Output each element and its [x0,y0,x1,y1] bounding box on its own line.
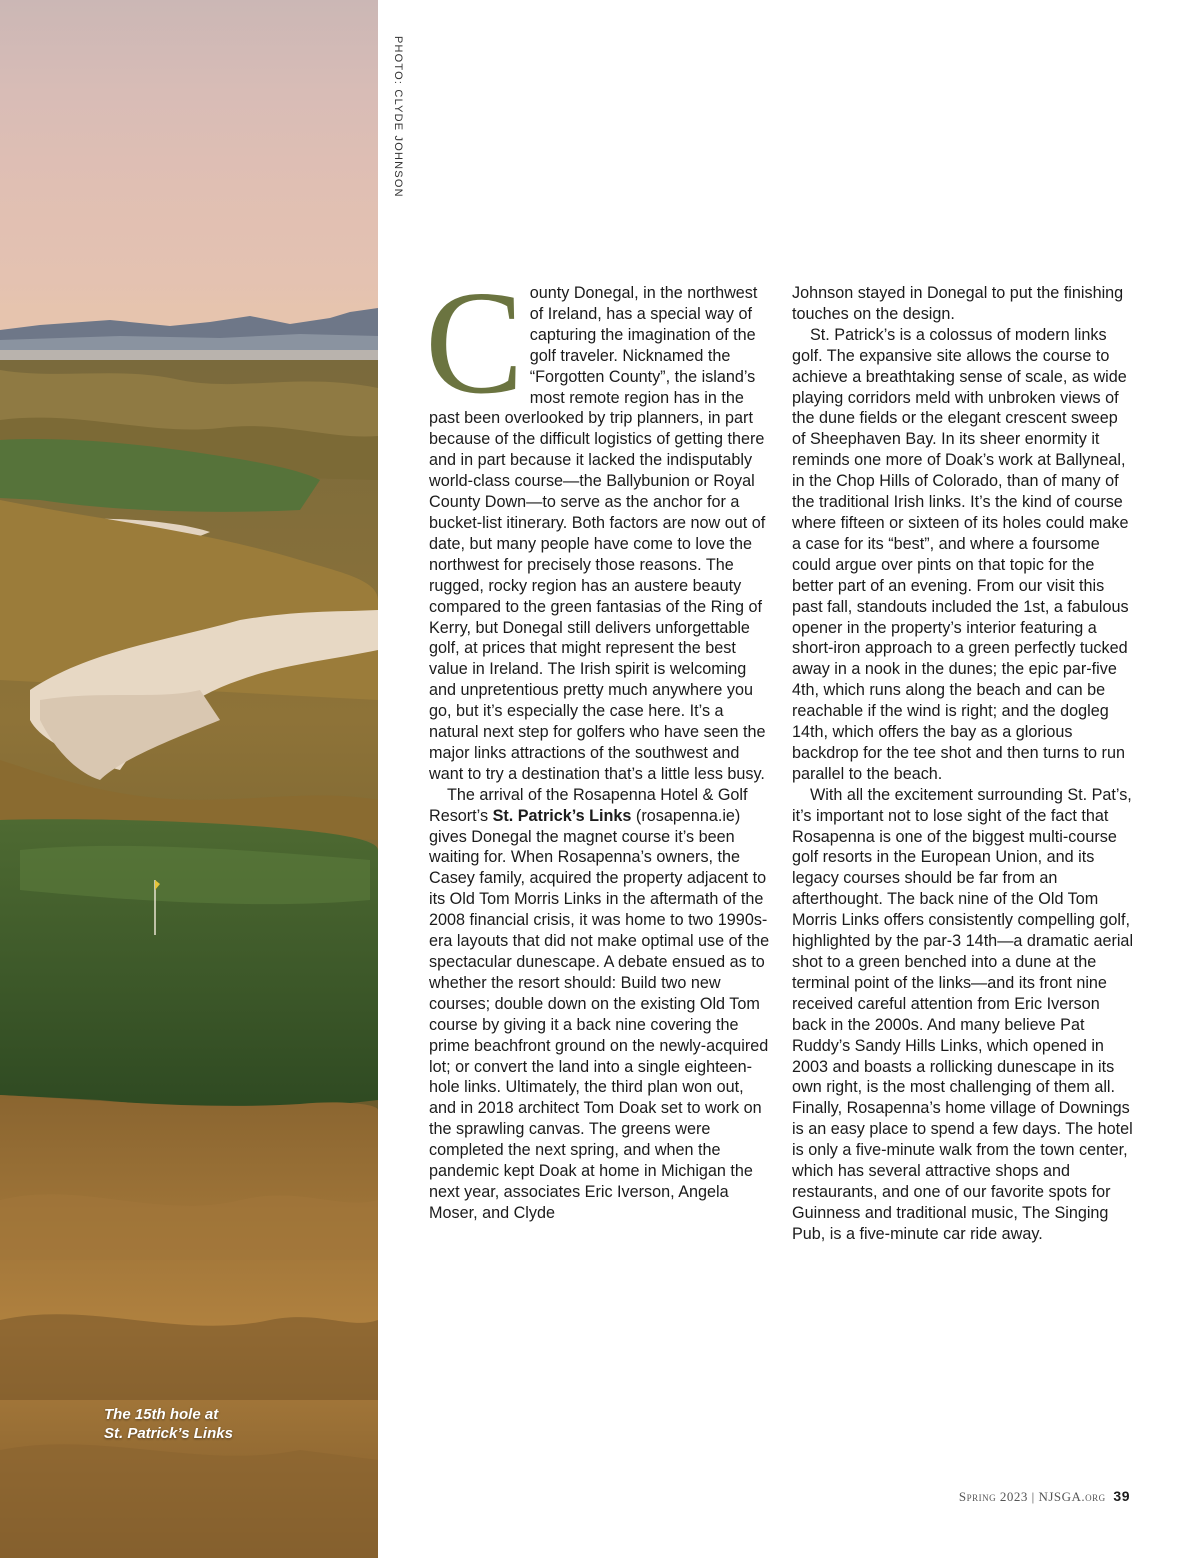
article-column-1 [425,261,771,1224]
photo-caption [104,1405,364,1443]
page-number: 39 [1113,1488,1130,1504]
course-name-bold: St. Patrick’s Links [492,806,632,825]
course-photo [0,0,378,1558]
paragraph-1-text: ounty Donegal, in the northwest of Ireland, has a special way of capturing the imagination of the golf traveler. Nicknamed the “Forgotten County”, the island’s most remote region has in the past been overlooked by trip planners, in part because of the difficult logistics of getting there and in part because it lacked the indisputably world-class course—the Ballybunion or Royal County Down—to serve as the anchor for a bucket-list itinerary. Both factors are now out of date, but many people have come to love the northwest for precisely those reasons. The rugged, rocky region has an austere beauty compared to the green fantasias of the Ring of Kerry, but Donegal still delivers unforgettable golf, at prices that might represent the best value in Ireland. The Irish spirit is welcoming and unpretentious pretty much anywhere you go, but it’s especially the case here. It’s a natural next step for golfers who have seen the major links attractions of the southwest and want to try a destination that’s a little less busy. [429,284,766,783]
caption-line-1: The 15th hole at [104,1406,219,1423]
paragraph-2-continued: Johnson stayed in Donegal to put the finishing touches on the design. [792,284,1124,323]
photo-landscape [0,0,378,1558]
drop-cap: C [425,261,524,425]
paragraph-4: With all the excitement surrounding St. Pat’s, it’s important not to lose sight of the fact that Rosapenna is one of the biggest multi-course golf resorts in the European Union, and its legacy courses should be far from an afterthought. The back nine of the Old Tom Morris Links offers consistently compelling golf, highlighted by the par-3 14th—a dramatic aerial shot to a green benched into a dune at the terminal point of the links—and its front nine received careful attention from Eric Iverson back in the 2000s. And many believe Pat Ruddy’s Sandy Hills Links, which opened in 2003 and boasts a rollicking dunescape in its own right, is the most challenging of them all. Finally, Rosapenna’s home village of Downings is an easy place to spend a few days. The hotel is only a five-minute walk from the town center, which has several attractive shops and restaurants, and one of our favorite spots for Guinness and traditional music, The Singing Pub, is a five-minute car ride away. [792,785,1134,1243]
paragraph-2-text-end: (rosapenna.ie) gives Donegal the magnet course it’s been waiting for. When Rosapenna’s owners, the Casey family, acquired the property adjacent to its Old Tom Morris Links in the aftermath of the 2008 financial crisis, it was home to two 1990s-era layouts that did not make optimal use of the spectacular dunescape. A debate ensued as to whether the resort should: Build two new courses; double down on the existing Old Tom course by giving it a back nine covering the prime beachfront ground on the newly-acquired lot; or convert the land into a single eighteen-hole links. Ultimately, the third plan won out, and in 2018 architect Tom Doak set to work on the sprawling canvas. The greens were completed the next spring, and when the pandemic kept Doak at home in Michigan the next year, associates Eric Iverson, Angela Moser, and Clyde [429,806,770,1222]
footer-separator: | [1031,1489,1035,1504]
photo-credit: PHOTO: CLYDE JOHNSON [392,36,404,198]
site-label: NJSGA.org [1038,1489,1106,1504]
paragraph-2 [429,785,771,1224]
page-footer [959,1488,1130,1505]
caption-line-2: St. Patrick’s Links [104,1425,233,1442]
article-column-2 [792,283,1134,1245]
paragraph-3: St. Patrick’s is a colossus of modern links golf. The expansive site allows the course to achieve a breathtaking sense of scale, as wide playing corridors meld with unbroken views of the dune fields or the elegant crescent sweep of Sheephaven Bay. In its sheer enormity it reminds one more of Doak’s work at Ballyneal, in the Chop Hills of Colorado, than of many of the traditional Irish links. It’s the kind of course where fifteen or sixteen of its holes could make a case for its “best”, and where a foursome could argue over pints on that topic for the better part of an evening. From our visit this past fall, standouts included the 1st, a fabulous opener in the property’s interior featuring a short-iron approach to a green perfectly tucked away in a nook in the dunes; the epic par-five 4th, which runs along the beach and can be reachable if the wind is right; and the dogleg 14th, which offers the bay as a glorious backdrop for the tee shot and then turns to run parallel to the beach. [792,325,1129,783]
issue-label: Spring 2023 [958,1489,1028,1504]
paragraph-2-text-start: The arrival of the Rosapenna Hotel & Golf Resort’s [429,785,748,825]
paragraph-1 [425,261,771,785]
